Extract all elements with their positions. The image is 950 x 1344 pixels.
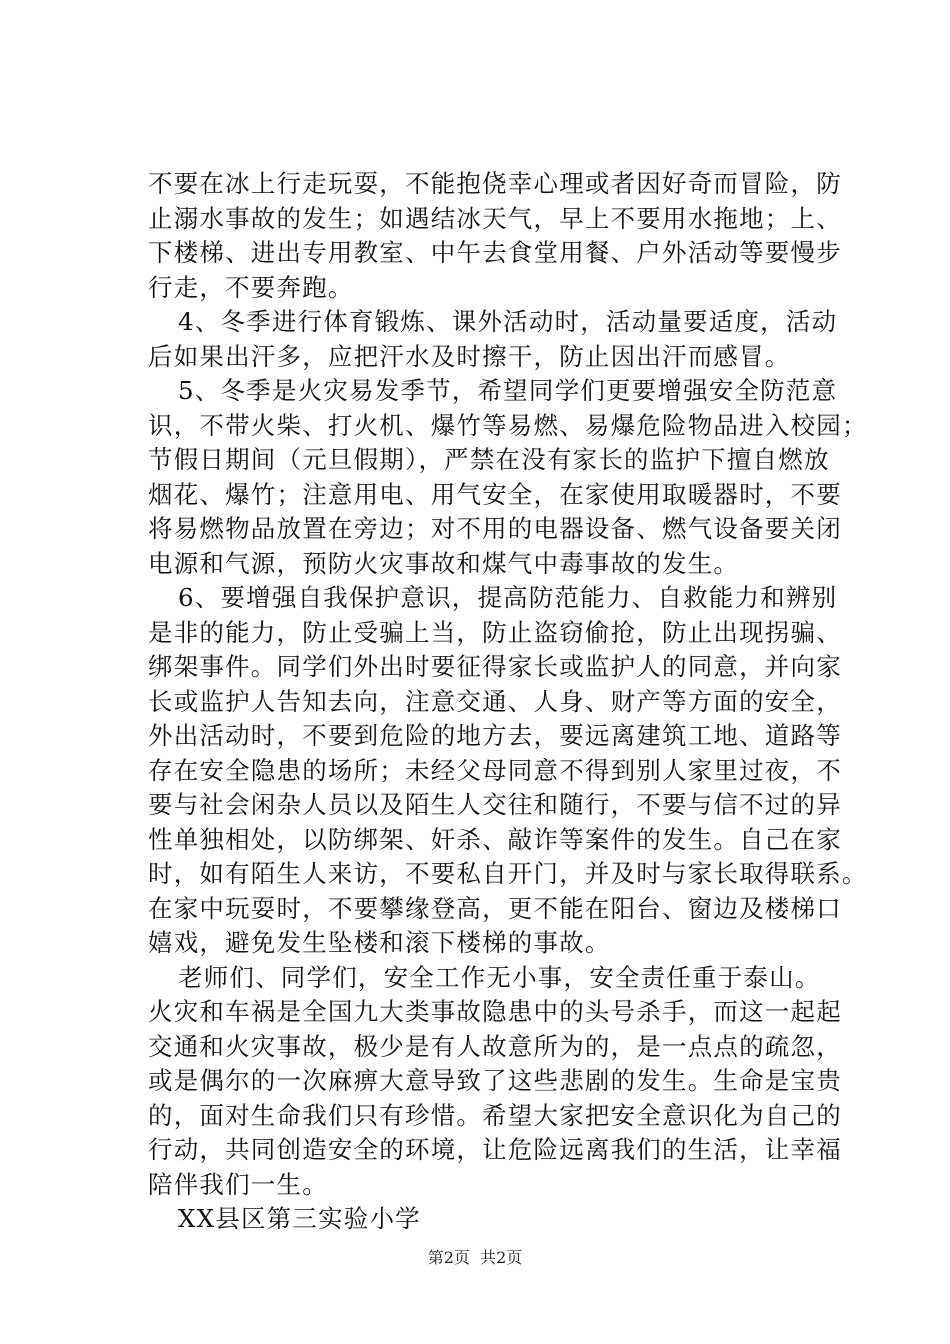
text-line: 6、要增强自我保护意识，提高防范能力、自救能力和辨别: [178, 583, 838, 612]
text-line: 在家中玩耍时，不要攀缘登高，更不能在阳台、窗边及楼梯口: [148, 893, 842, 923]
text-line: 存在安全隐患的场所；未经父母同意不得到别人家里过夜，不: [148, 755, 842, 785]
text-line: 长或监护人告知去向，注意交通、人身、财产等方面的安全，: [148, 686, 842, 716]
text-line: 烟花、爆竹；注意用电、用气安全，在家使用取暖器时，不要: [148, 479, 842, 509]
text-line: 或是偶尔的一次麻痹大意导致了这些悲剧的发生。生命是宝贵: [148, 1066, 842, 1095]
text-line: 外出活动时，不要到危险的地方去，要远离建筑工地、道路等: [148, 721, 842, 750]
text-line: 将易燃物品放置在旁边；对不用的电器设备、燃气设备要关闭: [148, 514, 842, 543]
text-line: 的，面对生命我们只有珍惜。希望大家把安全意识化为自己的: [148, 1100, 842, 1130]
text-line: 性单独相处，以防绑架、奸杀、敲诈等案件的发生。自己在家: [148, 824, 842, 854]
text-line: 陪伴我们一生。: [148, 1169, 328, 1199]
text-line: 不要在冰上行走玩耍，不能抱侥幸心理或者因好奇而冒险，防: [148, 169, 842, 198]
text-line: 嬉戏，避免发生坠楼和滚下楼梯的事故。: [148, 928, 611, 957]
text-line: 下楼梯、进出专用教室、中午去食堂用餐、户外活动等要慢步: [148, 238, 842, 267]
text-line: 老师们、同学们，安全工作无小事，安全责任重于泰山。: [178, 962, 821, 992]
text-line: 行动，共同创造安全的环境，让危险远离我们的生活，让幸福: [148, 1135, 842, 1164]
text-line: 5、冬季是火灾易发季节，希望同学们更要增强安全防范意: [178, 376, 838, 405]
text-line: 后如果出汗多，应把汗水及时擦干，防止因出汗而感冒。: [148, 341, 791, 371]
text-line: 交通和火灾事故，极少是有人故意所为的，是一点点的疏忽，: [148, 1031, 842, 1061]
text-line: 4、冬季进行体育锻炼、课外活动时，活动量要适度，活动: [178, 307, 838, 336]
text-line: 是非的能力，防止受骗上当，防止盗窃偷抢，防止出现拐骗、: [148, 617, 842, 647]
text-line: 识，不带火柴、打火机、爆竹等易燃、易爆危险物品进入校园；: [148, 410, 868, 440]
page-number-footer: 第2页 共2页: [427, 1248, 523, 1267]
text-line: 绑架事件。同学们外出时要征得家长或监护人的同意，并向家: [148, 652, 842, 681]
text-line: 电源和气源，预防火灾事故和煤气中毒事故的发生。: [148, 548, 740, 578]
text-line: 火灾和车祸是全国九大类事故隐患中的头号杀手，而这一起起: [148, 997, 842, 1026]
text-line: 行走，不要奔跑。: [148, 272, 354, 302]
text-line: 时，如有陌生人来访，不要私自开门，并及时与家长取得联系。: [148, 859, 868, 888]
text-line: 止溺水事故的发生；如遇结冰天气，早上不要用水拖地；上、: [148, 203, 842, 233]
text-line: XX县区第三实验小学: [178, 1204, 421, 1233]
document-body: [148, 167, 868, 1237]
text-line: 节假日期间（元旦假期），严禁在没有家长的监护下擅自燃放: [148, 445, 830, 474]
text-line: 要与社会闲杂人员以及陌生人交往和随行，不要与信不过的异: [148, 790, 842, 819]
